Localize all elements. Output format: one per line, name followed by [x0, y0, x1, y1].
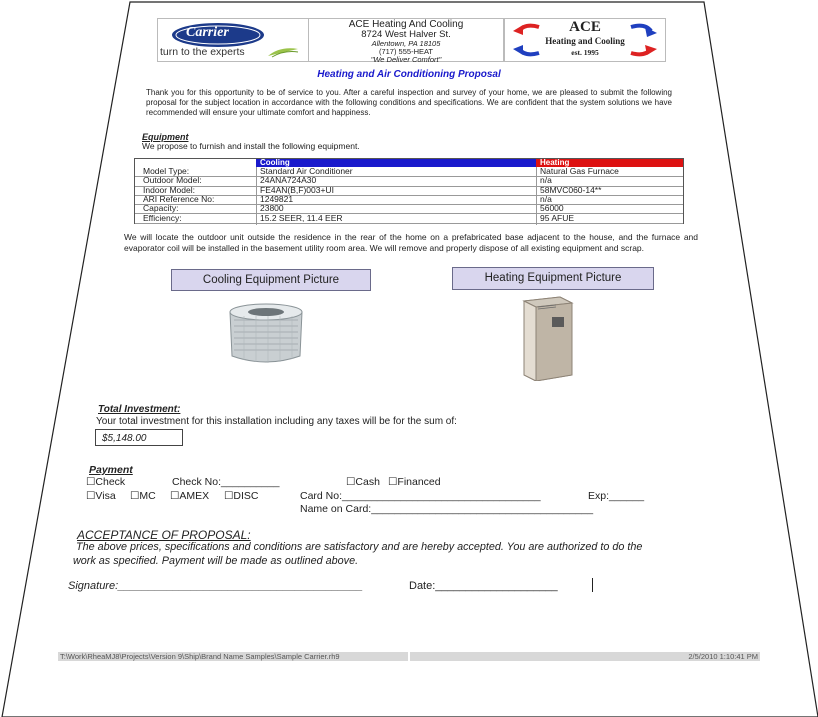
- company-street: 8724 West Halver St.: [361, 29, 451, 40]
- company-slogan: "We Deliver Comfort": [370, 55, 442, 64]
- acceptance-text-line1: The above prices, specifications and conditions are satisfactory and are hereby accepted. You are authorized to do the: [76, 541, 643, 553]
- cooling-column-header: Cooling: [256, 159, 536, 167]
- text-cursor: [592, 578, 593, 592]
- company-city: Allentown, PA 18105: [371, 39, 441, 48]
- checkbox-icon: ☐: [346, 476, 356, 488]
- mc-option[interactable]: [130, 490, 156, 502]
- financed-label: Financed: [397, 476, 441, 488]
- signature-field[interactable]: Signature:________________________________________: [68, 580, 363, 592]
- checkbox-icon: ☐: [130, 490, 140, 502]
- furnace-picture: [516, 295, 576, 381]
- expiry-field[interactable]: Exp:______: [588, 490, 645, 502]
- checkbox-icon: ☐: [86, 476, 96, 488]
- heating-column-header: Heating: [536, 159, 683, 167]
- cooling-picture-label: Cooling Equipment Picture: [171, 269, 371, 291]
- location-note: We will locate the outdoor unit outside the residence in the rear of the home on a prefabricated base adjacent to the house, and the furnace and evaporator coil will be installed in the basement utility room area. We will remove and properly dispose of all existing equipment and scrap.: [124, 232, 698, 253]
- cooling-value: FE4AN(B,F)003+UI: [256, 186, 536, 197]
- company-address-box: [308, 18, 504, 62]
- heating-value: 58MVC060-14**: [536, 186, 683, 197]
- cooling-value: 24ANA724A30: [256, 176, 536, 187]
- ace-logo-subtitle: Heating and Cooling: [545, 36, 625, 46]
- company-name: ACE Heating And Cooling: [348, 19, 464, 30]
- carrier-logo-text: Carrier: [186, 25, 229, 40]
- ace-logo-title: ACE: [569, 19, 601, 35]
- row-label: ARI Reference No:: [143, 194, 215, 204]
- name-on-card-field[interactable]: Name on Card:______________________________________: [300, 503, 594, 515]
- row-label: Outdoor Model:: [143, 176, 202, 186]
- cash-label: Cash: [355, 476, 380, 488]
- heating-value: n/a: [536, 195, 683, 206]
- table-row: [135, 214, 683, 224]
- ace-logo-box: [504, 18, 666, 62]
- visa-option[interactable]: [86, 490, 116, 502]
- ace-logo-est: est. 1995: [571, 48, 599, 57]
- check-label: Check: [95, 476, 126, 488]
- equipment-heading: Equipment: [142, 132, 189, 142]
- checkbox-icon: ☐: [388, 476, 398, 488]
- row-label: Indoor Model:: [143, 185, 195, 195]
- cooling-value: 1249821: [256, 195, 536, 206]
- checkbox-icon: ☐: [224, 490, 234, 502]
- heating-value: Natural Gas Furnace: [536, 167, 683, 178]
- investment-amount: $5,148.00: [102, 433, 147, 444]
- row-label: Model Type:: [143, 167, 190, 176]
- date-field[interactable]: Date:____________________: [409, 580, 558, 592]
- payment-heading: Payment: [89, 464, 133, 476]
- company-phone: (717) 555-HEAT: [378, 47, 434, 56]
- proposal-title: Heating and Air Conditioning Proposal: [317, 69, 501, 80]
- heating-picture-label: Heating Equipment Picture: [452, 267, 654, 290]
- checkbox-icon: ☐: [86, 490, 96, 502]
- cooling-value: Standard Air Conditioner: [256, 167, 536, 178]
- row-label: Capacity:: [143, 204, 179, 214]
- footer-file-path: T:\Work\RheaMJ8\Projects\Version 9\Ship\Brand Name Samples\Sample Carrier.rh9: [58, 652, 408, 661]
- intro-paragraph: Thank you for this opportunity to be of service to you. After a careful inspection and survey of your home, we are pleased to submit the following proposal for the subject location in accordance with the following conditions and specifications. We are confident that the system solutions we have recommended will ensure your ultimate comfort and happiness.: [146, 88, 672, 117]
- cooling-value: 23800: [256, 204, 536, 215]
- investment-text: Your total investment for this installation including any taxes will be for the sum of:: [96, 416, 457, 427]
- heating-value: n/a: [536, 176, 683, 187]
- heating-value: 56000: [536, 204, 683, 215]
- financed-option[interactable]: [388, 476, 441, 488]
- disc-option[interactable]: [224, 490, 259, 502]
- card-number-field[interactable]: Card No:__________________________________: [300, 490, 541, 502]
- equipment-subheading: We propose to furnish and install the following equipment.: [142, 141, 360, 151]
- check-number-field[interactable]: Check No:__________: [172, 476, 280, 488]
- equipment-table: [134, 158, 684, 224]
- acceptance-text-line2: work as specified. Payment will be made as outlined above.: [73, 555, 359, 567]
- row-label: Efficiency:: [143, 213, 182, 223]
- carrier-tagline: turn to the experts: [160, 46, 245, 58]
- disc-label: DISC: [233, 490, 259, 502]
- investment-heading: Total Investment:: [98, 404, 181, 415]
- heating-value: 95 AFUE: [536, 214, 683, 225]
- check-option[interactable]: [86, 476, 125, 488]
- acceptance-heading: ACCEPTANCE OF PROPOSAL:: [77, 528, 251, 542]
- visa-label: Visa: [95, 490, 116, 502]
- carrier-logo-box: [157, 18, 309, 62]
- mc-label: MC: [139, 490, 156, 502]
- investment-amount-field[interactable]: [95, 429, 183, 446]
- cooling-value: 15.2 SEER, 11.4 EER: [256, 214, 536, 225]
- cash-option[interactable]: [346, 476, 380, 488]
- checkbox-icon: ☐: [170, 490, 180, 502]
- leaf-swoosh-icon: [266, 46, 300, 58]
- air-conditioner-picture: [224, 298, 308, 368]
- footer-timestamp: 2/5/2010 1:10:41 PM: [410, 652, 760, 661]
- amex-label: AMEX: [179, 490, 210, 502]
- amex-option[interactable]: [170, 490, 209, 502]
